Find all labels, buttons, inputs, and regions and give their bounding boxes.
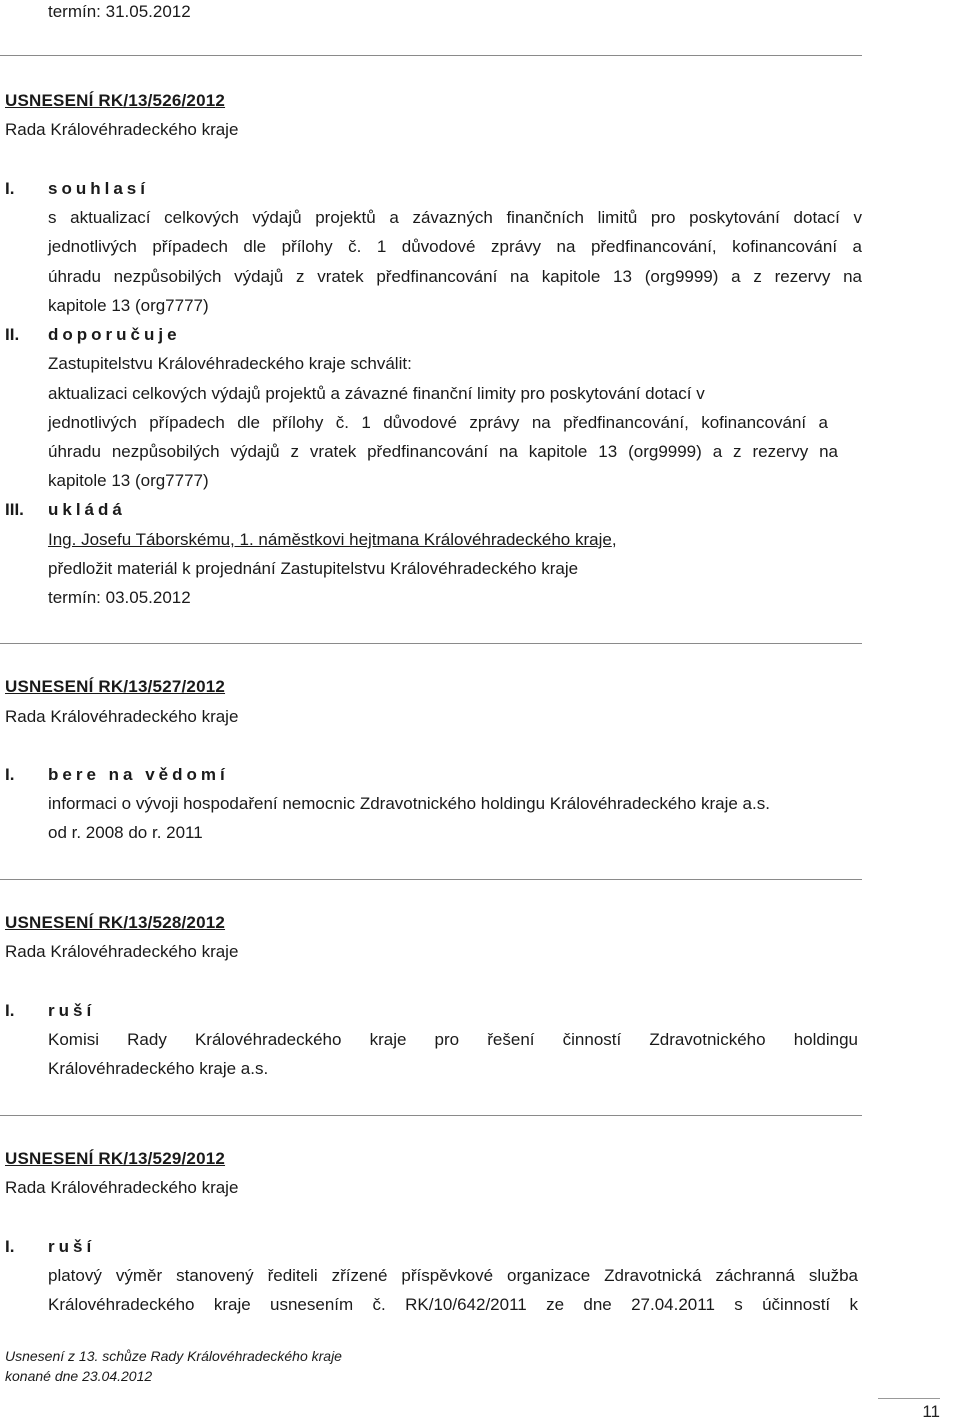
resolution-body-527: Rada Královéhradeckého kraje [5, 707, 239, 726]
item-text-line: aktualizaci celkových výdajů projektů a závazné finanční limity pro poskytování dotací v [48, 384, 705, 403]
item-numeral: I. [5, 1237, 15, 1256]
item-verb-bere-na-vedomi: bere na vědomí [48, 765, 229, 784]
resolution-body-529: Rada Královéhradeckého kraje [5, 1178, 239, 1197]
resolution-title-529: USNESENÍ RK/13/529/2012 [5, 1149, 226, 1168]
item-text-line: úhradu nezpůsobilých výdajů z vratek předfinancování na kapitole 13 (org9999) a z rezervy na [48, 267, 862, 286]
item-text-line: Královéhradeckého kraje usnesením č. RK/10/642/2011 ze dne 27.04.2011 s účinností k [48, 1295, 858, 1314]
item-text-line: Zastupitelstvu Královéhradeckého kraje schválit: [48, 354, 412, 373]
item-text-line: jednotlivých případech dle přílohy č. 1 důvodové zprávy na předfinancování, kofinancování a [48, 413, 828, 432]
item-text-line: jednotlivých případech dle přílohy č. 1 důvodové zprávy na předfinancování, kofinancování a [48, 237, 862, 256]
item-verb-souhlasi: souhlasí [48, 179, 149, 198]
item-numeral: II. [5, 325, 20, 344]
item-text-line: s aktualizací celkových výdajů projektů a závazných finančních limitů pro poskytování dotací v [48, 208, 862, 227]
item-text-line: předložit materiál k projednání Zastupitelstvu Královéhradeckého kraje [48, 559, 579, 578]
resolution-body-528: Rada Královéhradeckého kraje [5, 942, 239, 961]
footer-line-1: Usnesení z 13. schůze Rady Královéhradeckého kraje [5, 1348, 342, 1364]
item-verb-uklada: ukládá [48, 500, 126, 519]
item-text-line: kapitole 13 (org7777) [48, 471, 209, 490]
item-text-line: Komisi Rady Královéhradeckého kraje pro řešení činností Zdravotnického holdingu [48, 1030, 858, 1049]
item-deadline: termín: 03.05.2012 [48, 588, 191, 607]
resolution-title-527: USNESENÍ RK/13/527/2012 [5, 677, 226, 696]
section-divider [0, 643, 862, 644]
item-numeral: I. [5, 179, 15, 198]
section-divider [0, 1115, 862, 1116]
section-divider [0, 879, 862, 880]
section-divider [0, 55, 862, 56]
item-numeral: III. [5, 500, 24, 519]
footer-line-2: konané dne 23.04.2012 [5, 1368, 153, 1384]
item-text-line: kapitole 13 (org7777) [48, 296, 209, 315]
assignee-name: Ing. Josefu Táborskému, 1. náměstkovi hejtmana Královéhradeckého kraje [48, 530, 612, 549]
resolution-title-528: USNESENÍ RK/13/528/2012 [5, 913, 226, 932]
item-verb-rusi: ruší [48, 1001, 96, 1020]
item-numeral: I. [5, 765, 15, 784]
item-text-line: informaci o vývoji hospodaření nemocnic Zdravotnického holdingu Královéhradeckého kraje a.s. [48, 794, 770, 813]
item-text-line: Královéhradeckého kraje a.s. [48, 1059, 269, 1078]
item-text-line: od r. 2008 do r. 2011 [48, 823, 203, 842]
item-text-line: platový výměr stanovený řediteli zřízené příspěvkové organizace Zdravotnická záchranná služba [48, 1266, 858, 1285]
assignee-line: Ing. Josefu Táborskému, 1. náměstkovi hejtmana Královéhradeckého kraje, [48, 530, 617, 549]
top-deadline: termín: 31.05.2012 [48, 2, 191, 21]
page-number: 11 [878, 1398, 940, 1422]
item-verb-rusi: ruší [48, 1237, 96, 1256]
item-numeral: I. [5, 1001, 15, 1020]
item-text-line: úhradu nezpůsobilých výdajů z vratek předfinancování na kapitole 13 (org9999) a z rezervy na [48, 442, 838, 461]
resolution-body-526: Rada Královéhradeckého kraje [5, 120, 239, 139]
resolution-title-526: USNESENÍ RK/13/526/2012 [5, 91, 226, 110]
item-verb-doporucuje: doporučuje [48, 325, 181, 344]
